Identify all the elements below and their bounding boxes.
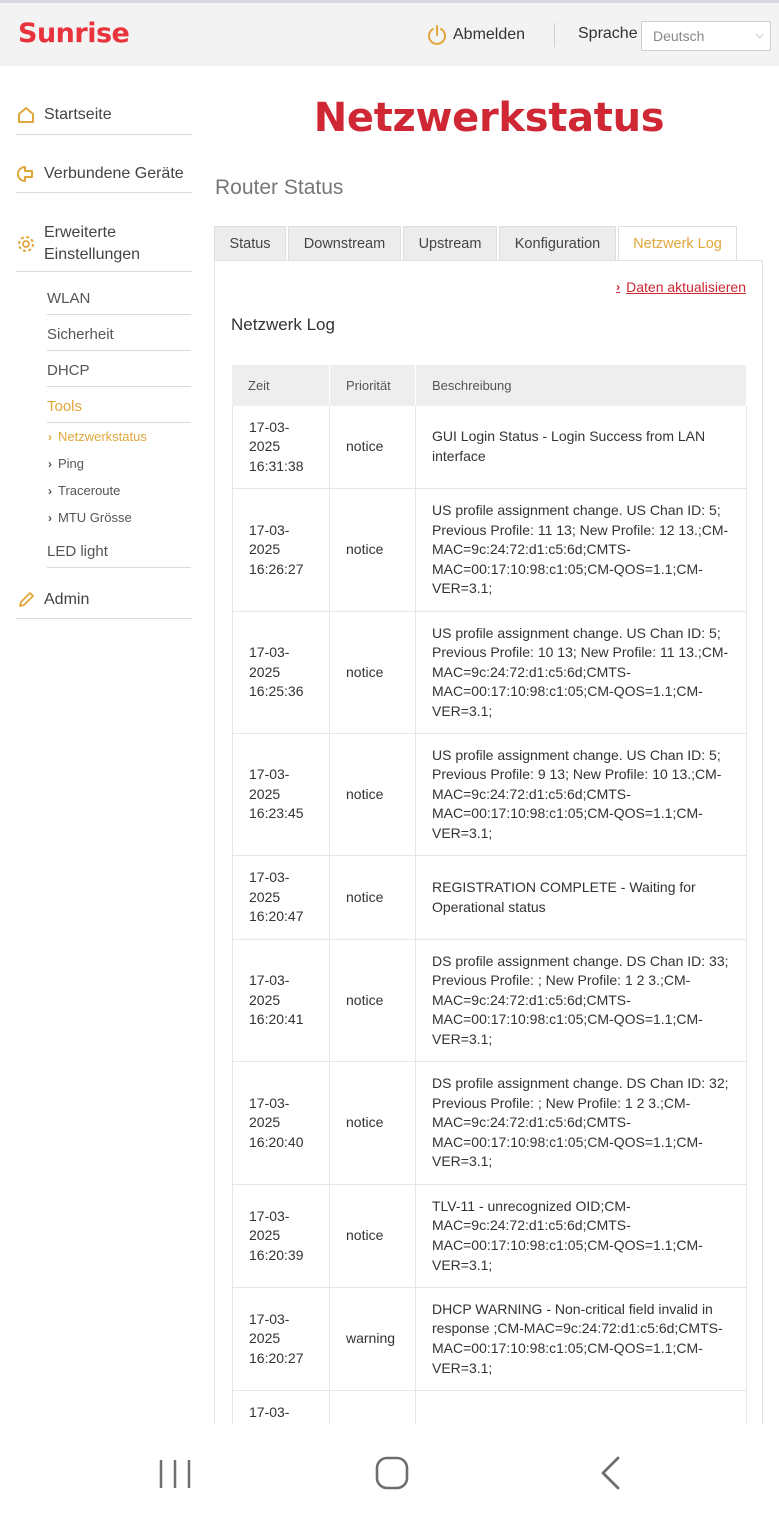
cell-beschreibung: GUI Login Status - Login Success from LAN interface bbox=[416, 406, 747, 489]
sidebar-item-ping[interactable] bbox=[48, 456, 84, 471]
column-header-beschreibung[interactable]: Beschreibung bbox=[416, 365, 747, 406]
sidebar-item-geraete[interactable] bbox=[16, 155, 192, 193]
sidebar-item-wlan[interactable] bbox=[47, 290, 191, 315]
table-row bbox=[232, 856, 747, 940]
sidebar-item-tools[interactable] bbox=[47, 398, 191, 423]
time-part: 16:23:45 bbox=[249, 805, 304, 822]
year-part: 2025 bbox=[249, 1227, 281, 1244]
date-part: 17-03- bbox=[249, 972, 290, 989]
sidebar-item-netzwerkstatus[interactable] bbox=[48, 429, 147, 444]
sidebar-item-led[interactable] bbox=[47, 543, 191, 568]
cell-zeit bbox=[232, 940, 330, 1062]
time-part: 16:20:40 bbox=[249, 1133, 304, 1150]
log-panel bbox=[214, 260, 763, 1440]
chevron-right-icon: › bbox=[48, 429, 52, 444]
header-bar bbox=[0, 3, 779, 66]
time-part: 16:20:27 bbox=[249, 1349, 304, 1366]
header-divider bbox=[554, 23, 555, 47]
table-row bbox=[232, 1062, 747, 1185]
leaf-label: Netzwerkstatus bbox=[58, 429, 147, 444]
logout-button[interactable] bbox=[427, 22, 525, 48]
cell-zeit bbox=[232, 612, 330, 734]
cell-zeit bbox=[232, 734, 330, 856]
leaf-label: Traceroute bbox=[58, 483, 121, 498]
log-title: Netzwerk Log bbox=[231, 315, 335, 334]
time-part: 16:31:38 bbox=[249, 457, 304, 474]
sidebar-item-label: Startseite bbox=[44, 106, 112, 123]
table-row bbox=[232, 612, 747, 734]
cell-beschreibung: DHCP WARNING - Non-critical field invalid in response ;CM-MAC=9c:24:72:d1:c5:6d;CMTS-MAC=00:17:10:98:c1:05;CM-QOS=1.1;CM-VER=3.1; bbox=[416, 1288, 747, 1391]
sidebar-item-dhcp[interactable] bbox=[47, 362, 191, 387]
chevron-right-icon: › bbox=[48, 483, 52, 498]
refresh-link[interactable] bbox=[616, 279, 746, 295]
column-header-prioritaet[interactable]: Priorität bbox=[330, 365, 416, 406]
cell-zeit bbox=[232, 1062, 330, 1185]
year-part: 2025 bbox=[249, 1330, 281, 1347]
sidebar-item-label: Verbundene Geräte bbox=[44, 164, 184, 182]
sub-label: DHCP bbox=[47, 362, 90, 379]
cell-zeit bbox=[232, 489, 330, 612]
refresh-label: Daten aktualisieren bbox=[626, 279, 746, 295]
cell-beschreibung: TLV-11 - unrecognized OID;CM-MAC=9c:24:72:d1:c5:6d;CMTS-MAC=00:17:10:98:c1:05;CM-QOS=1.1;CM-VER=3.1; bbox=[416, 1185, 747, 1288]
language-value: Deutsch bbox=[653, 28, 705, 44]
back-icon[interactable] bbox=[598, 1455, 624, 1491]
leaf-label: MTU Grösse bbox=[58, 510, 132, 525]
year-part: 2025 bbox=[249, 663, 281, 680]
tab-downstream[interactable]: Downstream bbox=[288, 226, 401, 261]
chevron-right-icon: › bbox=[48, 510, 52, 525]
brand-logo[interactable]: Sunrise bbox=[18, 18, 130, 49]
sub-label: LED light bbox=[47, 543, 108, 560]
chevron-right-icon: › bbox=[48, 456, 52, 471]
cell-prioritaet: warning bbox=[330, 1288, 416, 1391]
page-title: Netzwerkstatus bbox=[313, 95, 665, 141]
cell-zeit bbox=[232, 1185, 330, 1288]
system-navigation-bar bbox=[0, 1424, 779, 1520]
cell-prioritaet: notice bbox=[330, 406, 416, 489]
cell-prioritaet: notice bbox=[330, 856, 416, 940]
chevron-down-icon: ⌵ bbox=[755, 29, 764, 41]
sub-label: Tools bbox=[47, 398, 83, 415]
year-part: 2025 bbox=[249, 1114, 281, 1131]
logout-label: Abmelden bbox=[453, 26, 526, 43]
date-part: 17-03- bbox=[249, 1094, 290, 1111]
cell-prioritaet: notice bbox=[330, 1062, 416, 1185]
date-part: 17-03- bbox=[249, 1207, 290, 1224]
log-table bbox=[232, 365, 747, 1451]
year-part: 2025 bbox=[249, 541, 281, 558]
cell-beschreibung: DS profile assignment change. DS Chan ID: 32; Previous Profile: ; New Profile: 1 2 3.;CM-MAC=9c:24:72:d1:c5:6d;CMTS-MAC=00:17:10:98:c1:05;CM-QOS=1.1;CM-VER=3.1; bbox=[416, 1062, 747, 1185]
cell-beschreibung: REGISTRATION COMPLETE - Waiting for Operational status bbox=[416, 856, 747, 940]
section-title: Router Status bbox=[215, 176, 344, 199]
cell-beschreibung: DS profile assignment change. DS Chan ID: 33; Previous Profile: ; New Profile: 1 2 3.;CM-MAC=9c:24:72:d1:c5:6d;CMTS-MAC=00:17:10:98:c1:05;CM-QOS=1.1;CM-VER=3.1; bbox=[416, 940, 747, 1062]
sidebar-item-admin[interactable] bbox=[16, 581, 192, 619]
home-icon bbox=[16, 106, 36, 124]
pencil-icon bbox=[16, 591, 36, 609]
cell-beschreibung: US profile assignment change. US Chan ID: 5; Previous Profile: 10 13; New Profile: 11 13.;CM-MAC=9c:24:72:d1:c5:6d;CMTS-MAC=00:17:10:98:c1:05;CM-QOS=1.1;CM-VER=3.1; bbox=[416, 612, 747, 734]
time-part: 16:20:47 bbox=[249, 908, 304, 925]
language-select[interactable] bbox=[641, 21, 771, 51]
table-row bbox=[232, 489, 747, 612]
date-part: 17-03- bbox=[249, 418, 290, 435]
table-row bbox=[232, 1288, 747, 1391]
time-part: 16:25:36 bbox=[249, 683, 304, 700]
tab-netzwerk-log[interactable]: Netzwerk Log bbox=[618, 226, 737, 262]
devices-icon bbox=[16, 165, 36, 183]
date-part: 17-03- bbox=[249, 766, 290, 783]
time-part: 16:20:39 bbox=[249, 1246, 304, 1263]
leaf-label: Ping bbox=[58, 456, 85, 471]
cell-prioritaet: notice bbox=[330, 612, 416, 734]
language-label: Sprache bbox=[578, 25, 638, 42]
home-circle-icon[interactable] bbox=[374, 1455, 410, 1491]
label-line-1: Erweiterte bbox=[44, 223, 117, 241]
sidebar-item-traceroute[interactable] bbox=[48, 483, 120, 498]
table-row bbox=[232, 406, 747, 489]
power-icon bbox=[427, 24, 447, 46]
column-header-zeit[interactable]: Zeit bbox=[232, 365, 330, 406]
year-part: 2025 bbox=[249, 888, 281, 905]
sub-label: Sicherheit bbox=[47, 326, 114, 343]
date-part: 17-03- bbox=[249, 1404, 290, 1420]
year-part: 2025 bbox=[249, 785, 281, 802]
cell-zeit bbox=[232, 406, 330, 489]
table-header-row bbox=[232, 365, 747, 406]
year-part: 2025 bbox=[249, 991, 281, 1008]
gear-icon bbox=[16, 234, 36, 254]
date-part: 17-03- bbox=[249, 644, 290, 661]
sub-label: WLAN bbox=[47, 290, 91, 307]
sidebar-item-sicherheit[interactable] bbox=[47, 326, 191, 351]
sidebar-item-label bbox=[44, 222, 140, 266]
label-line-2: Einstellungen bbox=[44, 245, 141, 263]
time-part: 16:26:27 bbox=[249, 560, 304, 577]
recent-apps-icon[interactable] bbox=[158, 1457, 192, 1491]
cell-prioritaet: notice bbox=[330, 1185, 416, 1288]
table-row bbox=[232, 940, 747, 1062]
year-part: 2025 bbox=[249, 438, 281, 455]
table-row bbox=[232, 1185, 747, 1288]
cell-prioritaet: notice bbox=[330, 489, 416, 612]
chevron-right-icon: › bbox=[616, 280, 621, 294]
cell-beschreibung: US profile assignment change. US Chan ID: 5; Previous Profile: 11 13; New Profile: 12 13.;CM-MAC=9c:24:72:d1:c5:6d;CMTS-MAC=00:17:10:98:c1:05;CM-QOS=1.1;CM-VER=3.1; bbox=[416, 489, 747, 612]
cell-prioritaet: notice bbox=[330, 940, 416, 1062]
sidebar-item-erweitert[interactable] bbox=[16, 216, 192, 272]
cell-prioritaet: notice bbox=[330, 734, 416, 856]
date-part: 17-03- bbox=[249, 521, 290, 538]
cell-beschreibung: US profile assignment change. US Chan ID: 5; Previous Profile: 9 13; New Profile: 10 13.;CM-MAC=9c:24:72:d1:c5:6d;CMTS-MAC=00:17:10:98:c1:05;CM-QOS=1.1;CM-VER=3.1; bbox=[416, 734, 747, 856]
tab-upstream[interactable]: Upstream bbox=[403, 226, 497, 261]
date-part: 17-03- bbox=[249, 869, 290, 886]
sidebar-item-label: Admin bbox=[44, 590, 90, 608]
tab-status[interactable]: Status bbox=[214, 226, 286, 261]
table-row bbox=[232, 734, 747, 856]
time-part: 16:20:41 bbox=[249, 1011, 304, 1028]
tab-konfiguration[interactable]: Konfiguration bbox=[499, 226, 616, 261]
sidebar-item-startseite[interactable] bbox=[16, 96, 192, 135]
sidebar-item-mtu[interactable] bbox=[48, 510, 132, 525]
cell-zeit bbox=[232, 1288, 330, 1391]
date-part: 17-03- bbox=[249, 1310, 290, 1327]
cell-zeit bbox=[232, 856, 330, 940]
